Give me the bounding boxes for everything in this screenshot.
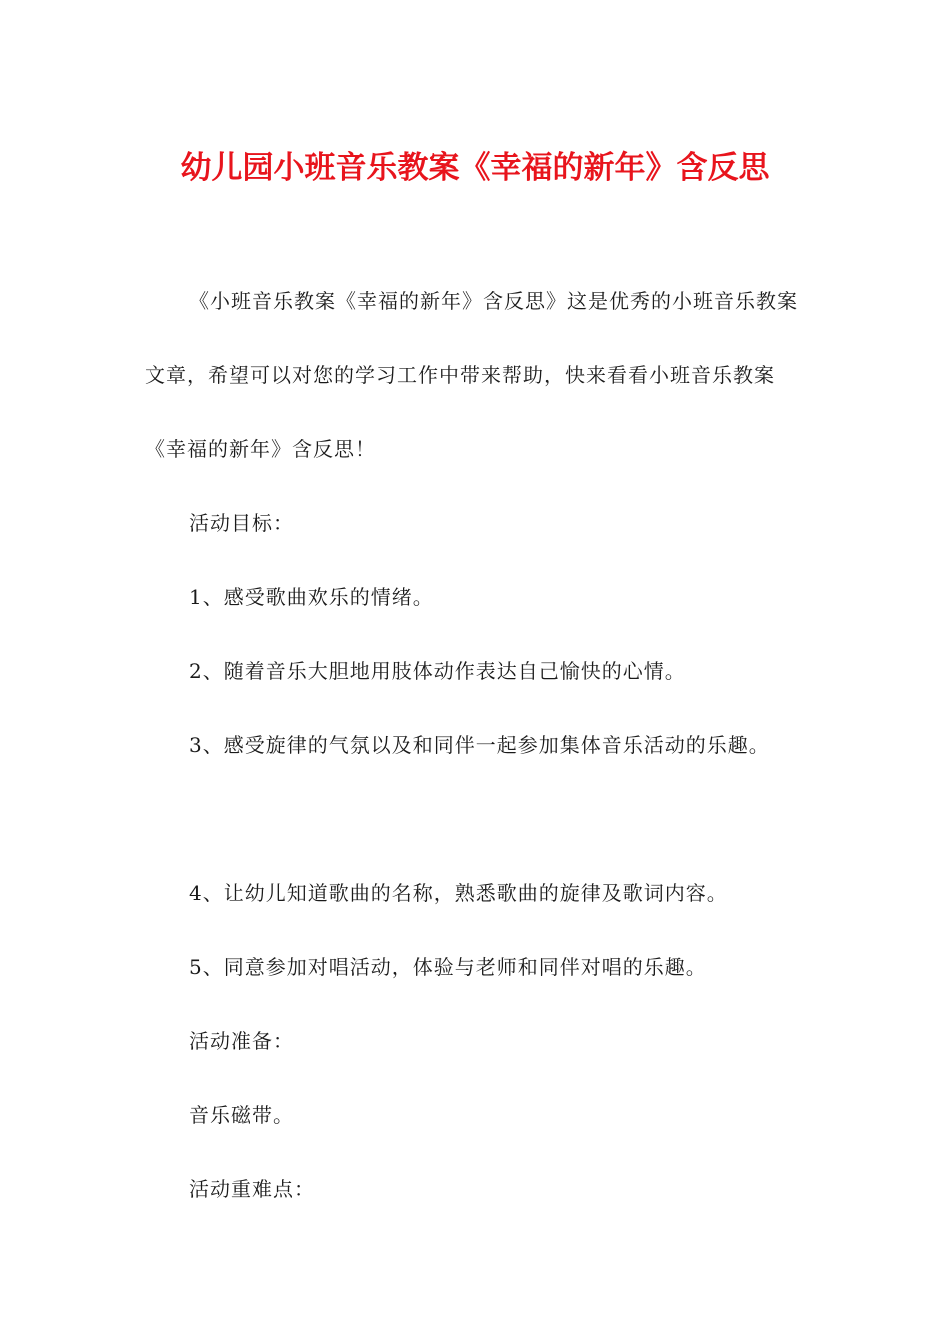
goal-item-2: 2、随着音乐大胆地用肢体动作表达自己愉快的心情。 <box>189 659 686 683</box>
goal-item-3: 3、感受旋律的气氛以及和同伴一起参加集体音乐活动的乐趣。 <box>189 733 770 757</box>
document-title: 幼儿园小班音乐教案《幸福的新年》含反思 <box>180 150 770 186</box>
prep-heading: 活动准备： <box>189 1029 294 1053</box>
goal-item-4: 4、让幼儿知道歌曲的名称，熟悉歌曲的旋律及歌词内容。 <box>189 881 728 905</box>
goal-item-5: 5、同意参加对唱活动，体验与老师和同伴对唱的乐趣。 <box>189 955 707 979</box>
goal-item-1: 1、感受歌曲欢乐的情绪。 <box>189 585 434 609</box>
blank-gap <box>145 782 805 856</box>
prep-item: 音乐磁带。 <box>189 1103 294 1127</box>
document-body <box>145 283 805 1226</box>
intro-paragraph: 《小班音乐教案《幸福的新年》含反思》这是优秀的小班音乐教案文章，希望可以对您的学习工作中带来帮助，快来看看小班音乐教案《幸福的新年》含反思！ <box>145 289 798 461</box>
goals-heading: 活动目标： <box>189 511 294 535</box>
difficulty-heading: 活动重难点： <box>189 1177 315 1201</box>
